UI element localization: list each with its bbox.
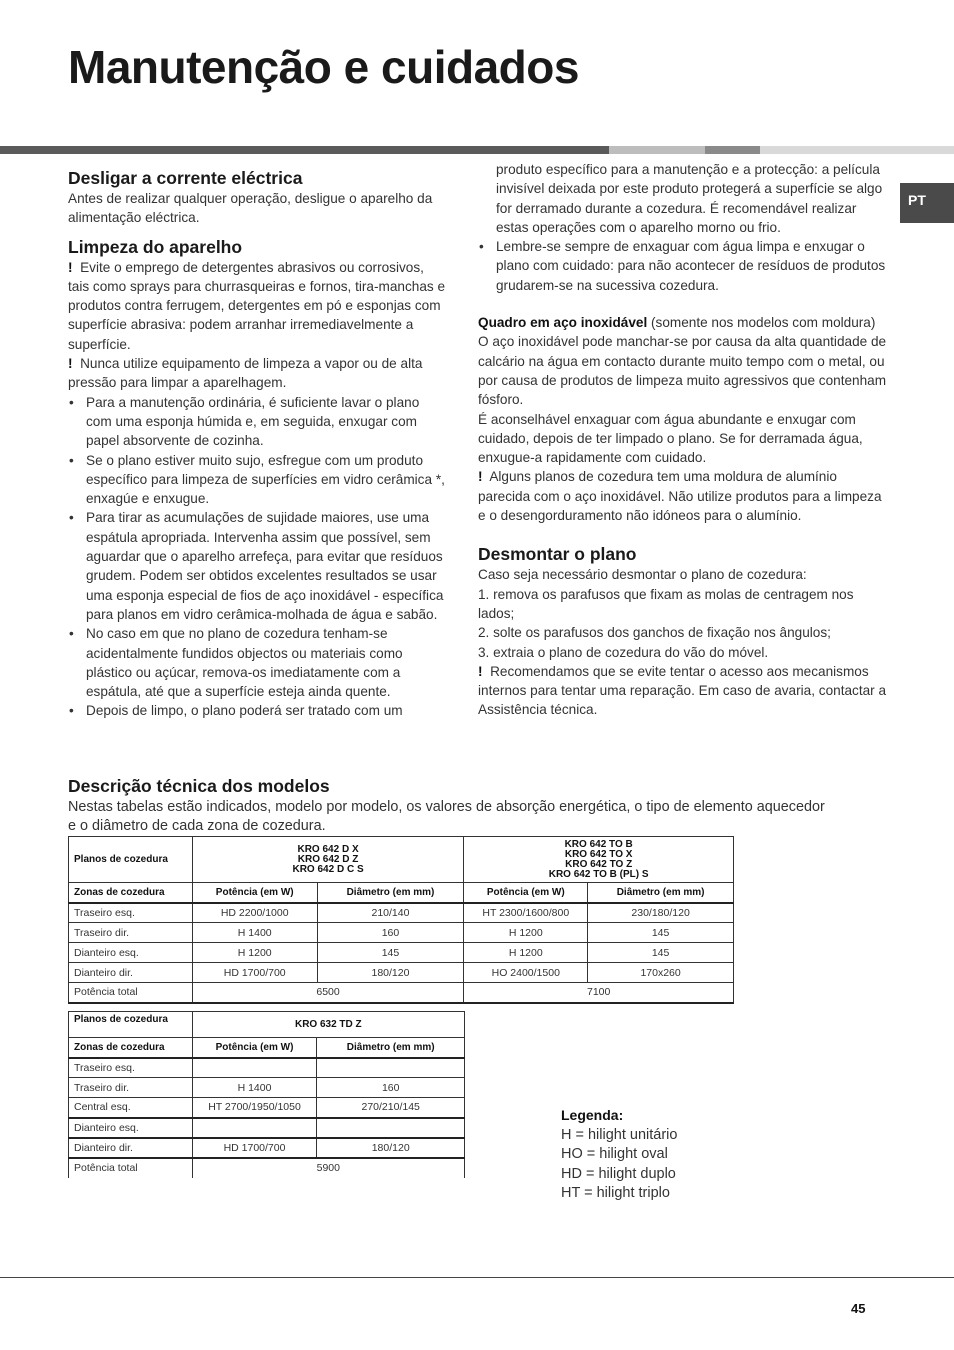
table-row <box>69 903 734 923</box>
list-item: • Se o plano estiver muito sujo, esfregue com um produto específico para limpeza de superfícies em vidro cerâmica *, enxagúe e enxugue. <box>69 452 445 507</box>
table-cell: H 1200 <box>464 923 588 943</box>
table-cell: 145 <box>588 923 734 943</box>
table-cell: 230/180/120 <box>588 903 734 923</box>
bullet-icon: • <box>69 394 74 410</box>
table-header: Planos de cozedura <box>69 837 193 883</box>
warning-abrasives <box>68 258 448 354</box>
list-item: • Depois de limpo, o plano poderá ser tratado com um <box>68 701 448 720</box>
list-item: • Para tirar as acumulações de sujidade maiores, use uma espátula apropriada. Intervenha assim que possível, sem aguardar que o aparelho arrefeça, para evitar que resíduos grudem. Podem ser obtidos excelentes resultados se usar uma esponja especial de fios de aço inoxidável - específica para planos em vidro cerâmica-molhada de água e sabão. <box>69 510 444 622</box>
table-cell: Potência total <box>69 1158 193 1178</box>
table-row <box>69 1038 465 1058</box>
rinse-list <box>478 237 888 295</box>
warning-text: Evite o emprego de detergentes abrasivos ou corrosivos, tais como sprays para churrasqueiras e fornos, tira-manchas e produtos contra ferrugem, detergentes em pó e esponjas com superfície abrasiva: podem arranhar irremediavelmente a superfície. <box>68 259 446 352</box>
warning-icon: ! <box>68 356 73 372</box>
tech-description: Nestas tabelas estão indicados, modelo por modelo, os valores de absorção energética, o tipo de elemento aquecedor e o diâmetro de cada zona de cozedura. <box>68 799 825 834</box>
table-cell: 5900 <box>192 1158 464 1178</box>
table-row <box>69 1118 465 1138</box>
table-cell: HD 2200/1000 <box>192 903 317 923</box>
model-list: KRO 642 TO B KRO 642 TO X KRO 642 TO Z KRO 642 TO B (PL) S <box>464 837 734 883</box>
table-cell: Dianteiro dir. <box>69 963 193 983</box>
table-header: Planos de cozedura <box>69 1012 193 1038</box>
table-cell: HO 2400/1500 <box>464 963 588 983</box>
table-row <box>69 1058 465 1078</box>
table-header: Potência (em W) <box>192 1038 317 1058</box>
table-cell: H 1200 <box>464 943 588 963</box>
inox-text: O aço inoxidável pode manchar-se por causa da alta quantidade de calcário na água em contacto durante muito tempo com o metal, ou por causa de produtos de limpeza muito agressivos que contenham fósforo. <box>478 334 887 408</box>
table-cell <box>317 1058 465 1078</box>
header-bar-segment <box>0 146 609 154</box>
table-row <box>69 1138 465 1158</box>
bullet-icon: • <box>69 452 74 468</box>
warning-icon: ! <box>478 663 483 679</box>
legend-item: HT = hilight triplo <box>561 1185 670 1201</box>
warning-steam <box>68 354 448 393</box>
table-header: Diâmetro (em mm) <box>317 883 464 903</box>
table-row <box>69 837 734 883</box>
section-title-tech: Descrição técnica dos modelos <box>68 776 330 796</box>
dismount-step: 3. extraia o plano de cozedura do vão do móvel. <box>478 644 769 660</box>
table-cell: Traseiro esq. <box>69 1058 193 1078</box>
legend-item: HO = hilight oval <box>561 1146 668 1162</box>
inox-heading <box>478 313 888 332</box>
warning-text: Alguns planos de cozedura tem uma moldura de alumínio parecida com o aço inoxidável. Não utilize produtos para a limpeza e o desengorduramento não idóneos para o alumínio. <box>478 469 882 524</box>
table-cell: Central esq. <box>69 1098 193 1118</box>
table-row <box>69 883 734 903</box>
table-row <box>69 983 734 1003</box>
header-bar-segment <box>609 146 705 154</box>
header-bar-segment <box>760 146 954 154</box>
table-cell: H 1400 <box>192 1078 317 1098</box>
left-column <box>68 167 448 721</box>
warning-aluminium <box>478 467 888 525</box>
table-row <box>69 1012 465 1038</box>
section-title-dismount: Desmontar o plano <box>478 544 637 565</box>
tech-section <box>68 775 828 836</box>
table-cell <box>317 1118 465 1138</box>
page-number: 45 <box>851 1301 866 1316</box>
table-cell: HD 1700/700 <box>192 1138 317 1158</box>
cleaning-continuation: produto específico para a manutenção e a protecção: a película invisível deixada por este produto protegerá a superfície se algo for derramado durante a cozedura. É recomendável realizar estas operações com o aparelho morno ou frio. <box>496 162 883 235</box>
table-header: Potência (em W) <box>464 883 588 903</box>
warning-text: Recomendamos que se evite tentar o acesso aos mecanismos internos para tentar uma reparação. Em caso de avaria, contactar a Assistência técnica. <box>478 663 887 718</box>
dismount-intro: Caso seja necessário desmontar o plano de cozedura: <box>478 567 807 583</box>
table-cell: HD 1700/700 <box>192 963 317 983</box>
language-tab: PT <box>900 183 954 223</box>
table-cell <box>192 1118 317 1138</box>
table-cell: 145 <box>588 943 734 963</box>
table-row <box>69 1078 465 1098</box>
table-header: Potência (em W) <box>192 883 317 903</box>
table-cell: HT 2700/1950/1050 <box>192 1098 317 1118</box>
bullet-icon: • <box>69 510 74 526</box>
cleaning-list <box>68 393 448 721</box>
legend-item: H = hilight unitário <box>561 1126 678 1143</box>
page-title: Manutenção e cuidados <box>68 41 579 93</box>
table-cell: H 1200 <box>192 943 317 963</box>
table-header: Zonas de cozedura <box>69 883 193 903</box>
table-cell: Traseiro dir. <box>69 923 193 943</box>
section-text-power: Antes de realizar qualquer operação, desligue o aparelho da alimentação eléctrica. <box>68 191 433 226</box>
table-cell: 180/120 <box>317 1138 465 1158</box>
inox-text: É aconselhável enxaguar com água abundante e enxugar com cuidado, depois de ter limpado o plano. Se for derramada água, enxugue-a rapidamente com cuidado. <box>478 411 863 466</box>
table-cell: Traseiro esq. <box>69 903 193 923</box>
table-header: Diâmetro (em mm) <box>588 883 734 903</box>
table-row <box>69 1158 465 1178</box>
legend-item: HD = hilight duplo <box>561 1165 676 1182</box>
inox-note: (somente nos modelos com moldura) <box>647 315 876 331</box>
table-cell: 160 <box>317 1078 465 1098</box>
table-row <box>69 1098 465 1118</box>
section-title-power: Desligar a corrente eléctrica <box>68 168 303 188</box>
table-cell: 210/140 <box>317 903 464 923</box>
footer-divider <box>0 1277 954 1278</box>
table-cell: 180/120 <box>317 963 464 983</box>
models-table-1 <box>68 836 734 1004</box>
table-header: Zonas de cozedura <box>69 1038 193 1058</box>
table-cell: 145 <box>317 943 464 963</box>
table-cell: 170x260 <box>588 963 734 983</box>
table-cell: 6500 <box>192 983 464 1003</box>
table-cell: 7100 <box>464 983 734 1003</box>
bullet-icon: • <box>69 703 74 719</box>
dismount-step: 1. remova os parafusos que fixam as molas de centragem nos lados; <box>478 586 854 621</box>
right-column <box>478 160 888 720</box>
dismount-step: 2. solte os parafusos dos ganchos de fixação nos ângulos; <box>478 625 831 641</box>
table-cell: HT 2300/1600/800 <box>464 903 588 923</box>
section-title-cleaning: Limpeza do aparelho <box>68 236 243 257</box>
table-row <box>69 963 734 983</box>
header-bar-segment <box>705 146 760 154</box>
bullet-icon: • <box>479 239 484 255</box>
table-cell <box>192 1058 317 1078</box>
list-item: • No caso em que no plano de cozedura tenham-se acidentalmente fundidos objectos ou materiais como plástico ou açúcar, remova-os imediatamente com a espátula, até que a superfície esteja ainda quente. <box>69 626 403 700</box>
table-cell: Dianteiro esq. <box>69 943 193 963</box>
list-item: • Lembre-se sempre de enxaguar com água limpa e enxugar o plano com cuidado: para não acontecer de resíduos de produtos grudarem-se na sucessiva cozedura. <box>479 239 886 293</box>
warning-icon: ! <box>68 259 73 275</box>
list-item: • Para a manutenção ordinária, é suficiente lavar o plano com uma esponja húmida e, em seguida, enxugar com papel absorvente de cozinha. <box>69 394 420 449</box>
table-cell: 270/210/145 <box>317 1098 465 1118</box>
bullet-icon: • <box>69 626 74 642</box>
table-cell: H 1400 <box>192 923 317 943</box>
models-table-2 <box>68 1011 465 1178</box>
table-cell: 160 <box>317 923 464 943</box>
model-list: KRO 642 D X KRO 642 D Z KRO 642 D C S <box>192 837 464 883</box>
table-cell: Dianteiro dir. <box>69 1138 193 1158</box>
inox-title: Quadro em aço inoxidável <box>478 315 648 331</box>
warning-repair <box>478 662 888 720</box>
warning-icon: ! <box>478 469 483 485</box>
table-cell: Potência total <box>69 983 193 1003</box>
table-row <box>69 923 734 943</box>
table-row <box>69 943 734 963</box>
warning-text: Nunca utilize equipamento de limpeza a vapor ou de alta pressão para limpar a aparelhagem. <box>68 356 423 391</box>
table-cell: Dianteiro esq. <box>69 1118 193 1138</box>
model-name: KRO 632 TD Z <box>192 1012 464 1038</box>
legend <box>561 1106 677 1204</box>
table-cell: Traseiro dir. <box>69 1078 193 1098</box>
legend-title: Legenda: <box>561 1107 624 1123</box>
table-header: Diâmetro (em mm) <box>317 1038 465 1058</box>
